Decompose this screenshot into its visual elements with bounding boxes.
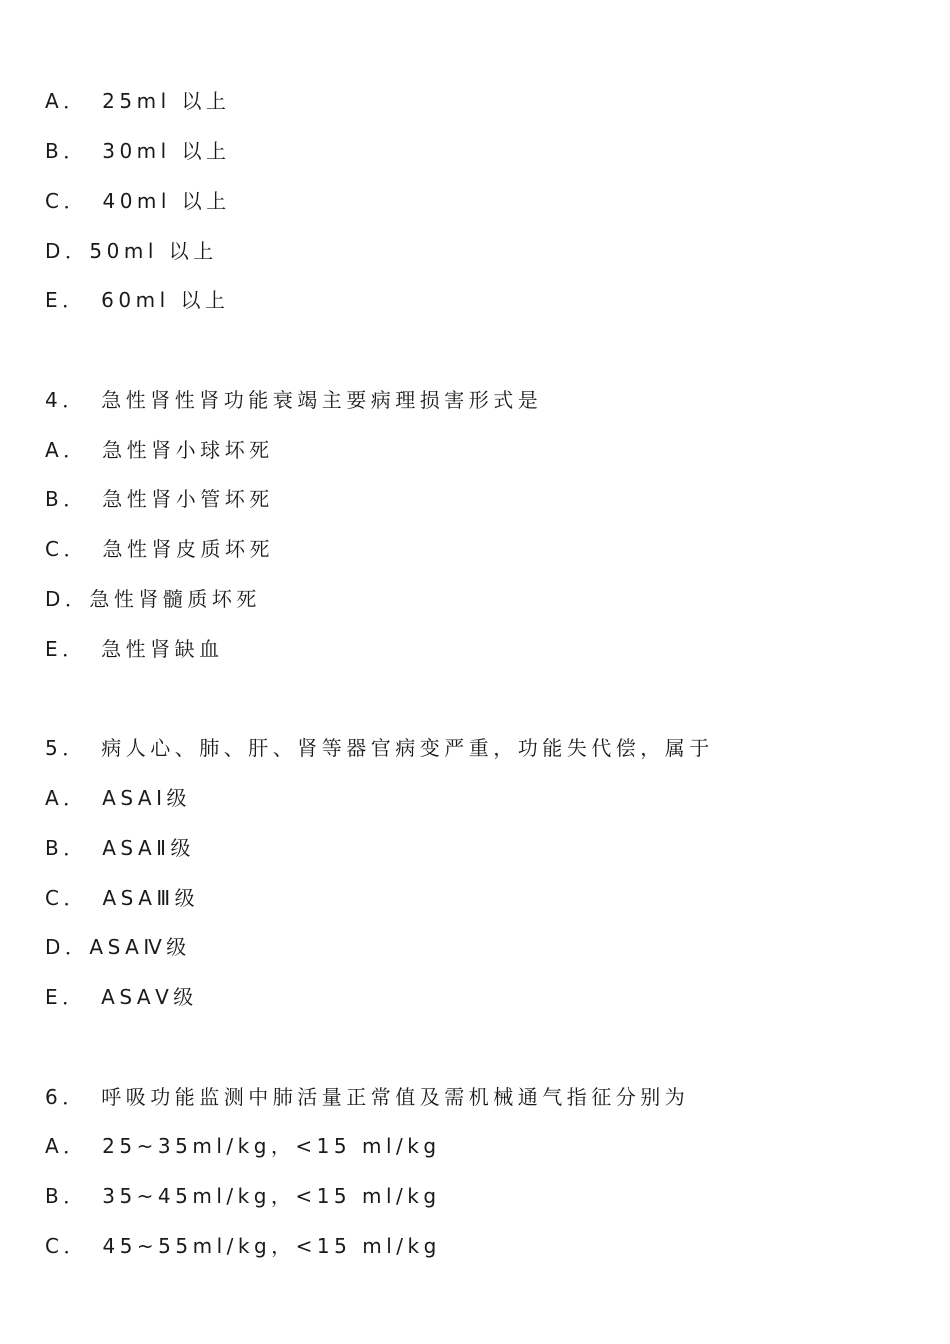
q6-option-c: C． 45~55ml/kg，<15 ml/kg (45, 1234, 441, 1258)
q5-option-d: D．ASAⅣ级 (45, 935, 191, 959)
q6-option-b: B． 35~45ml/kg，<15 ml/kg (45, 1184, 441, 1208)
q3-option-d: D．50ml 以上 (45, 239, 218, 263)
q4-option-a: A． 急性肾小球坏死 (45, 438, 274, 462)
q3-option-e: E． 60ml 以上 (45, 288, 230, 312)
q6-stem: 6． 呼吸功能监测中肺活量正常值及需机械通气指征分别为 (45, 1085, 690, 1109)
q6-option-a: A． 25~35ml/kg，<15 ml/kg (45, 1134, 441, 1158)
q3-option-a: A． 25ml 以上 (45, 89, 231, 113)
q4-stem: 4． 急性肾性肾功能衰竭主要病理损害形式是 (45, 388, 543, 412)
q4-option-e: E． 急性肾缺血 (45, 637, 224, 661)
q5-option-a: A． ASAⅠ级 (45, 786, 192, 810)
q3-option-c: C． 40ml 以上 (45, 189, 231, 213)
q3-option-b: B． 30ml 以上 (45, 139, 231, 163)
q4-option-d: D．急性肾髓质坏死 (45, 587, 261, 611)
q5-option-b: B． ASAⅡ级 (45, 836, 195, 860)
q5-stem: 5． 病人心、肺、肝、肾等器官病变严重，功能失代偿，属于 (45, 736, 714, 760)
q5-option-c: C． ASAⅢ级 (45, 886, 200, 910)
q4-option-c: C． 急性肾皮质坏死 (45, 537, 274, 561)
q4-option-b: B． 急性肾小管坏死 (45, 487, 274, 511)
q5-option-e: E． ASAⅤ级 (45, 985, 198, 1009)
